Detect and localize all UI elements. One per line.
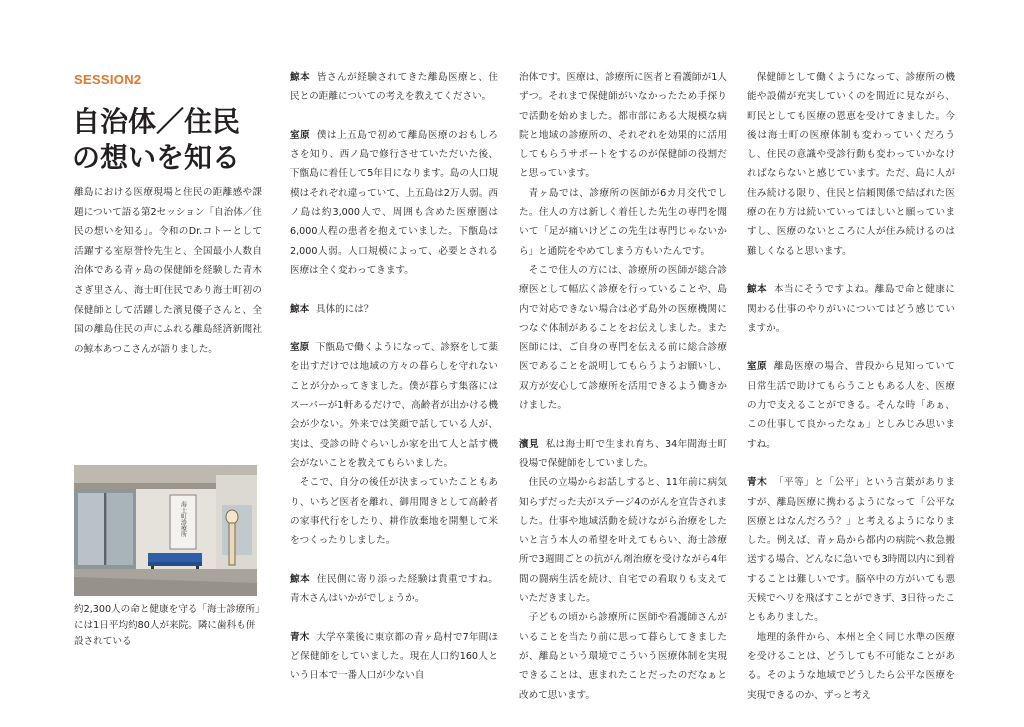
speech-paragraph: [290, 628, 498, 686]
body-paragraph: 治体です。医療は、診療所に医者と看護師が1人ずつ。それまで保健師がいなかったため手探りで活動を始めました。都市部にある大規模な病院と地域の診療所の、それぞれを効果的に活用してもらうサポートをするのが保健師の役割だと思っています。: [519, 72, 727, 180]
speech-paragraph: [290, 126, 498, 280]
paragraph-gap: [290, 319, 498, 338]
speech-text: 皆さんが経験されてきた離島医療と、住民との距離についての考えを教えてください。: [290, 72, 499, 103]
speech-paragraph: [747, 357, 955, 453]
speaker-name: 青木: [747, 477, 768, 489]
paragraph-gap: [290, 280, 498, 299]
body-paragraph: そこで、自分の後任が決まっていたこともあり、いちど医者を離れ、御用聞きとして高齢者の家事代行をしたり、耕作放棄地を開墾して米をつくったりしました。: [290, 477, 498, 547]
clinic-sign-text: 海士町診療所: [179, 501, 187, 537]
title-line-1: 自治体／住民: [72, 105, 241, 138]
speech-text: 私は海士町で生まれ育ち、34年間海士町役場で保健師をしていました。: [519, 438, 727, 469]
speech-text: 離島医療の場合、普段から見知っていて日常生活で助けてもらうこともある人を、医療の力で支えることができる。そんな時「あぁ、この仕事して良かったなぁ」としみじみ思いますね。: [747, 361, 956, 450]
body-paragraph: そこで住人の方には、診療所の医師が総合診療医として幅広く診療を行っていることや、島内で対応できない場合は必ず島外の医療機関につなぐ体制があることをお伝えしました。また医師には、ご自身の専門を伝える前に総合診療医であることを説明してもらうようお願いし、双方が安心して診療所を活用できるよう働きかけました。: [519, 264, 727, 412]
paragraph-gap: [519, 415, 727, 434]
paragraph-gap: [747, 338, 955, 357]
title-line-2: の想いを知る: [72, 141, 241, 174]
speaker-name: 鯨本: [747, 284, 768, 296]
photo-caption: 約2,300人の命と健康を守る「海士診療所」には1日平均約80人が来院。隣に歯科も併設されている: [74, 604, 260, 647]
speech-paragraph: [747, 473, 955, 627]
speech-paragraph: [747, 280, 955, 338]
speech-paragraph: [290, 570, 498, 609]
speaker-name: 濱見: [519, 438, 539, 450]
body-paragraph: 地理的条件から、本州と全く同じ水準の医療を受けることは、どうしても不可能なことがある。そのような地域でどうしたら公平な医療を実現できるのか、ずっと考え: [747, 631, 955, 701]
speech-text: 具体的には？: [315, 303, 374, 315]
body-paragraph: 保健師として働くようになって、診療所の機能や設備が充実していくのを間近に見ながら、町民としても医療の恩恵を受けてきました。今後は海士町の医療体制も変わっていくだろうし、住民の意識や受診行動も変わっていかなければならないと感じています。ただ、島に人が住み続ける限り、住民と信頼関係で結ばれた医療の在り方は続いていってほしいと願っていますし、医療のないところに人が住み続けるのは難しくなると思います。: [747, 72, 955, 257]
clinic-photo: [74, 465, 257, 596]
speech-text: 住民側に寄り添った経験は貴重ですね。青木さんはいかがでしょうか。: [290, 573, 499, 605]
paragraph-gap: [747, 261, 955, 280]
speaker-name: 鯨本: [290, 573, 311, 585]
clinic-entrance-illustration: [74, 465, 257, 596]
session-label: SESSION2: [74, 72, 142, 87]
speech-text: 「平等」と「公平」という言葉がありますが、離島医療に携わるようになって「公平な医療とはなんだろう？」と考えるようになりました。例えば、青ヶ島から都内の病院へ救急搬送する場合、どんなに急いでも3時間以内に到着することは難しいです。脳卒中の方がいても悪天候でヘリを飛ばすことができず、3日待ったこともありました。: [747, 477, 956, 624]
paragraph-gap: [747, 454, 955, 473]
paragraph-gap: [290, 550, 498, 569]
speech-paragraph: [290, 68, 498, 107]
article-column-3: [747, 68, 955, 705]
intro-text: 離島における医療現場と住民の距離感や課題について語る第2セッション「自治体／住民の想いを知る」。令和のDr.コトーとして活躍する室原誉怜先生と、全国最小人数自治体である青ヶ島の保健師を経験した青木さぎ里さん、海士町住民であり海士町初の保健師として活躍した濱見優子さんと、全国の離島住民の声にふれる離島経済新聞社の鯨本あつこさんが語りました。: [74, 187, 263, 355]
speaker-name: 室原: [290, 342, 310, 354]
paragraph-gap: [290, 608, 498, 627]
speech-text: 大学卒業後に東京都の青ヶ島村で7年間ほど保健師をしていました。現在人口約160人という日本で一番人口が少ない自: [290, 631, 499, 682]
speaker-name: 室原: [747, 361, 768, 373]
speaker-name: 鯨本: [290, 303, 310, 315]
article-column-1: [290, 68, 498, 686]
paragraph-gap: [290, 107, 498, 126]
body-paragraph: 青ヶ島では、診療所の医師が6カ月交代でした。住人の方は新しく着任した先生の専門を聞いて「足が痛いけどこの先生は専門じゃないから」と通院をやめてしまう方もいたんです。: [519, 187, 727, 257]
speech-text: 下甑島で働くようになって、診察をして薬を出すだけでは地域の方々の暮らしを守れないことが分かってきました。僕が暮らす集落にはスーパーが1軒あるだけで、高齢者が出かける機会が少ない。外来では笑顔で話している人が、実は、受診の時ぐらいしか家を出て人と話す機会がないことを教えてもらいました。: [290, 342, 498, 469]
speech-text: 本当にそうですよね。離島で命と健康に関わる仕事のやりがいについてはどう感じていますか。: [747, 284, 956, 334]
body-paragraph: 子どもの頃から診療所に医師や看護師さんがいることを当たり前に思って暮らしてきましたが、離島という環境でこういう医療体制を実現できることは、恵まれたことだったのだなぁと改めて思います。: [519, 612, 727, 701]
speech-text: 僕は上五島で初めて離島医療のおもしろさを知り、西ノ島で修行させていただいた後、下甑島に着任して5年目になります。島の人口規模はそれぞれ違っていて、上五島は2万人弱。西ノ島は約3,000人で、周囲も含めた医療圏は6,000人程の患者を抱えていました。下甑島は2,000人弱。人口規模によって、必要とされる医療は全く変わってきます。: [290, 129, 499, 276]
speech-paragraph: [519, 435, 727, 474]
body-paragraph: 住民の立場からお話しすると、11年前に病気知らずだった夫がステージ4のがんを宣告されました。仕事や地域活動を続けながら治療をしたいと言う本人の希望を叶えてもらい、海士診療所で3週間ごとの抗がん剤治療を受けながら4年間の闘病生活を続け、自宅での看取りも支えていただきました。: [519, 477, 727, 605]
speaker-name: 鯨本: [290, 72, 311, 83]
speaker-name: 青木: [290, 631, 310, 643]
article-column-2: [519, 68, 727, 705]
speech-paragraph: [290, 300, 498, 319]
speech-paragraph: [290, 338, 498, 473]
speaker-name: 室原: [290, 129, 311, 141]
page-title: [72, 104, 262, 176]
